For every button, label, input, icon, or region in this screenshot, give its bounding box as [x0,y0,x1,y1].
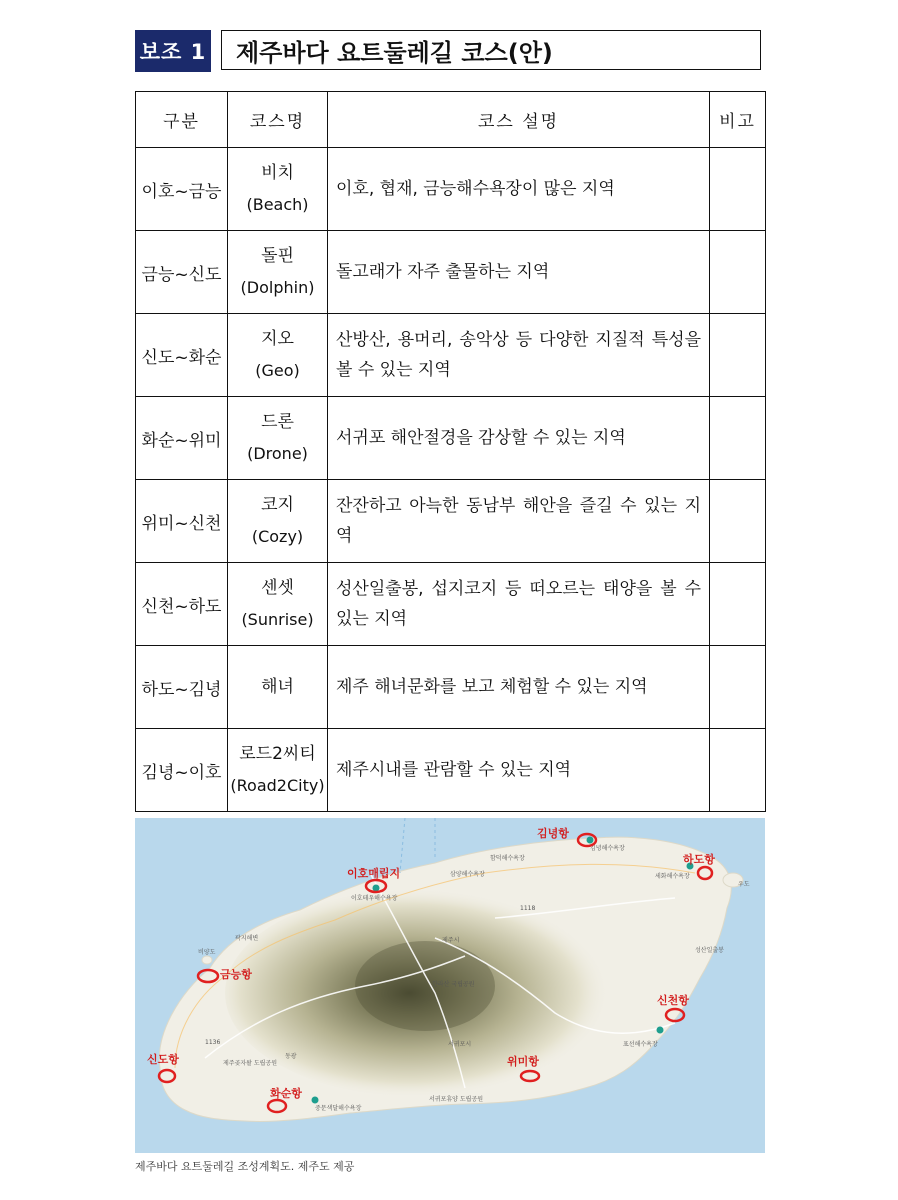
description-cell: 이호, 협재, 금능해수욕장이 많은 지역 [328,148,710,231]
course-name-en: (Beach) [246,195,309,214]
course-name-cell [228,646,328,729]
page-title: 제주바다 요트둘레길 코스(안) [221,30,761,70]
table-row [136,729,766,812]
minor-label: 성산일출봉 [695,947,724,954]
jeju-map [135,818,765,1153]
port-label: 신도항 [147,1053,179,1066]
column-header-description: 코스 설명 [328,92,710,148]
table-row [136,480,766,563]
minor-label: 곽지해변 [235,935,259,942]
table-header-row [136,92,766,148]
minor-label: 제주곶자왈 도립공원 [223,1060,278,1067]
table-row [136,563,766,646]
biyangdo-island [202,956,212,964]
port-label: 화순항 [270,1087,302,1100]
course-name-ko: 지오 [261,329,294,349]
minor-label: 중문색달해수욕장 [315,1105,362,1112]
section-badge: 보조 1 [135,30,211,72]
port-label: 위미항 [507,1055,539,1068]
minor-label: 우도 [738,881,750,888]
note-cell [710,148,766,231]
minor-label: 서귀포시 [448,1041,472,1048]
course-table [135,91,766,812]
beach-icon [373,885,380,892]
table-row [136,231,766,314]
note-cell [710,314,766,397]
course-name-ko: 드론 [261,412,294,432]
minor-label: 삼양해수욕장 [450,871,485,878]
minor-label: 1118 [520,905,536,912]
note-cell [710,646,766,729]
division-cell: 신도~화순 [136,314,228,397]
description-cell: 제주 해녀문화를 보고 체험할 수 있는 지역 [328,646,710,729]
minor-label: 이호테우해수욕장 [351,895,398,902]
minor-label: 함덕해수욕장 [490,855,525,862]
beach-icon [657,1027,664,1034]
table-row [136,646,766,729]
column-header-division: 구분 [136,92,228,148]
note-cell [710,397,766,480]
table-row [136,314,766,397]
note-cell [710,480,766,563]
course-name-cell [228,231,328,314]
course-name-cell [228,314,328,397]
course-name-cell [228,563,328,646]
note-cell [710,729,766,812]
course-name-en: (Drone) [247,444,308,463]
course-name-en: (Sunrise) [241,610,314,629]
division-cell: 김녕~이호 [136,729,228,812]
course-name-ko: 비치 [261,163,294,183]
minor-label: 김녕해수욕장 [590,845,625,852]
minor-label: 1136 [205,1039,221,1046]
beach-icon [587,837,594,844]
course-name-ko: 돌핀 [261,246,294,266]
description-cell: 성산일출봉, 섭지코지 등 떠오르는 태양을 볼 수 있는 지역 [328,563,710,646]
course-name-en: (Dolphin) [240,278,315,297]
column-header-course-name: 코스명 [228,92,328,148]
minor-label: 서귀포휴양 도립공원 [429,1096,484,1103]
minor-label: 비양도 [198,949,216,956]
description-cell: 서귀포 해안절경을 감상할 수 있는 지역 [328,397,710,480]
division-cell: 위미~신천 [136,480,228,563]
note-cell [710,563,766,646]
minor-label: 동광 [285,1053,297,1060]
minor-label: 세화해수욕장 [655,873,690,880]
division-cell: 이호~금능 [136,148,228,231]
course-name-en: (Road2City) [230,776,325,795]
course-name-ko: 로드2씨티 [239,744,316,764]
course-name-ko: 해녀 [261,677,294,697]
minor-label: 제주시 [442,937,460,944]
minor-label: 표선해수욕장 [623,1041,658,1048]
port-label: 김녕항 [537,827,569,840]
note-cell [710,231,766,314]
course-name-cell [228,480,328,563]
port-label: 금능항 [220,968,252,981]
course-name-en: (Cozy) [251,527,304,546]
minor-label: 한라산 국립공원 [432,981,475,988]
jeju-map-graphic [135,818,765,1153]
map-caption: 제주바다 요트둘레길 조성계획도. 제주도 제공 [135,1160,355,1173]
port-label: 하도항 [683,853,715,866]
course-name-cell [228,397,328,480]
description-cell: 돌고래가 자주 출몰하는 지역 [328,231,710,314]
course-name-cell [228,148,328,231]
course-name-ko: 코지 [261,495,294,515]
port-label: 이호매립지 [347,867,401,880]
course-name-ko: 센셋 [261,578,294,598]
course-name-en: (Geo) [255,361,300,380]
division-cell: 금능~신도 [136,231,228,314]
course-name-cell [228,729,328,812]
description-cell: 잔잔하고 아늑한 동남부 해안을 즐길 수 있는 지역 [328,480,710,563]
division-cell: 하도~김녕 [136,646,228,729]
division-cell: 화순~위미 [136,397,228,480]
table-row [136,148,766,231]
beach-icon [312,1097,319,1104]
division-cell: 신천~하도 [136,563,228,646]
table-row [136,397,766,480]
description-cell: 산방산, 용머리, 송악상 등 다양한 지질적 특성을 볼 수 있는 지역 [328,314,710,397]
port-label: 신천항 [657,994,689,1007]
description-cell: 제주시내를 관람할 수 있는 지역 [328,729,710,812]
column-header-note: 비고 [710,92,766,148]
